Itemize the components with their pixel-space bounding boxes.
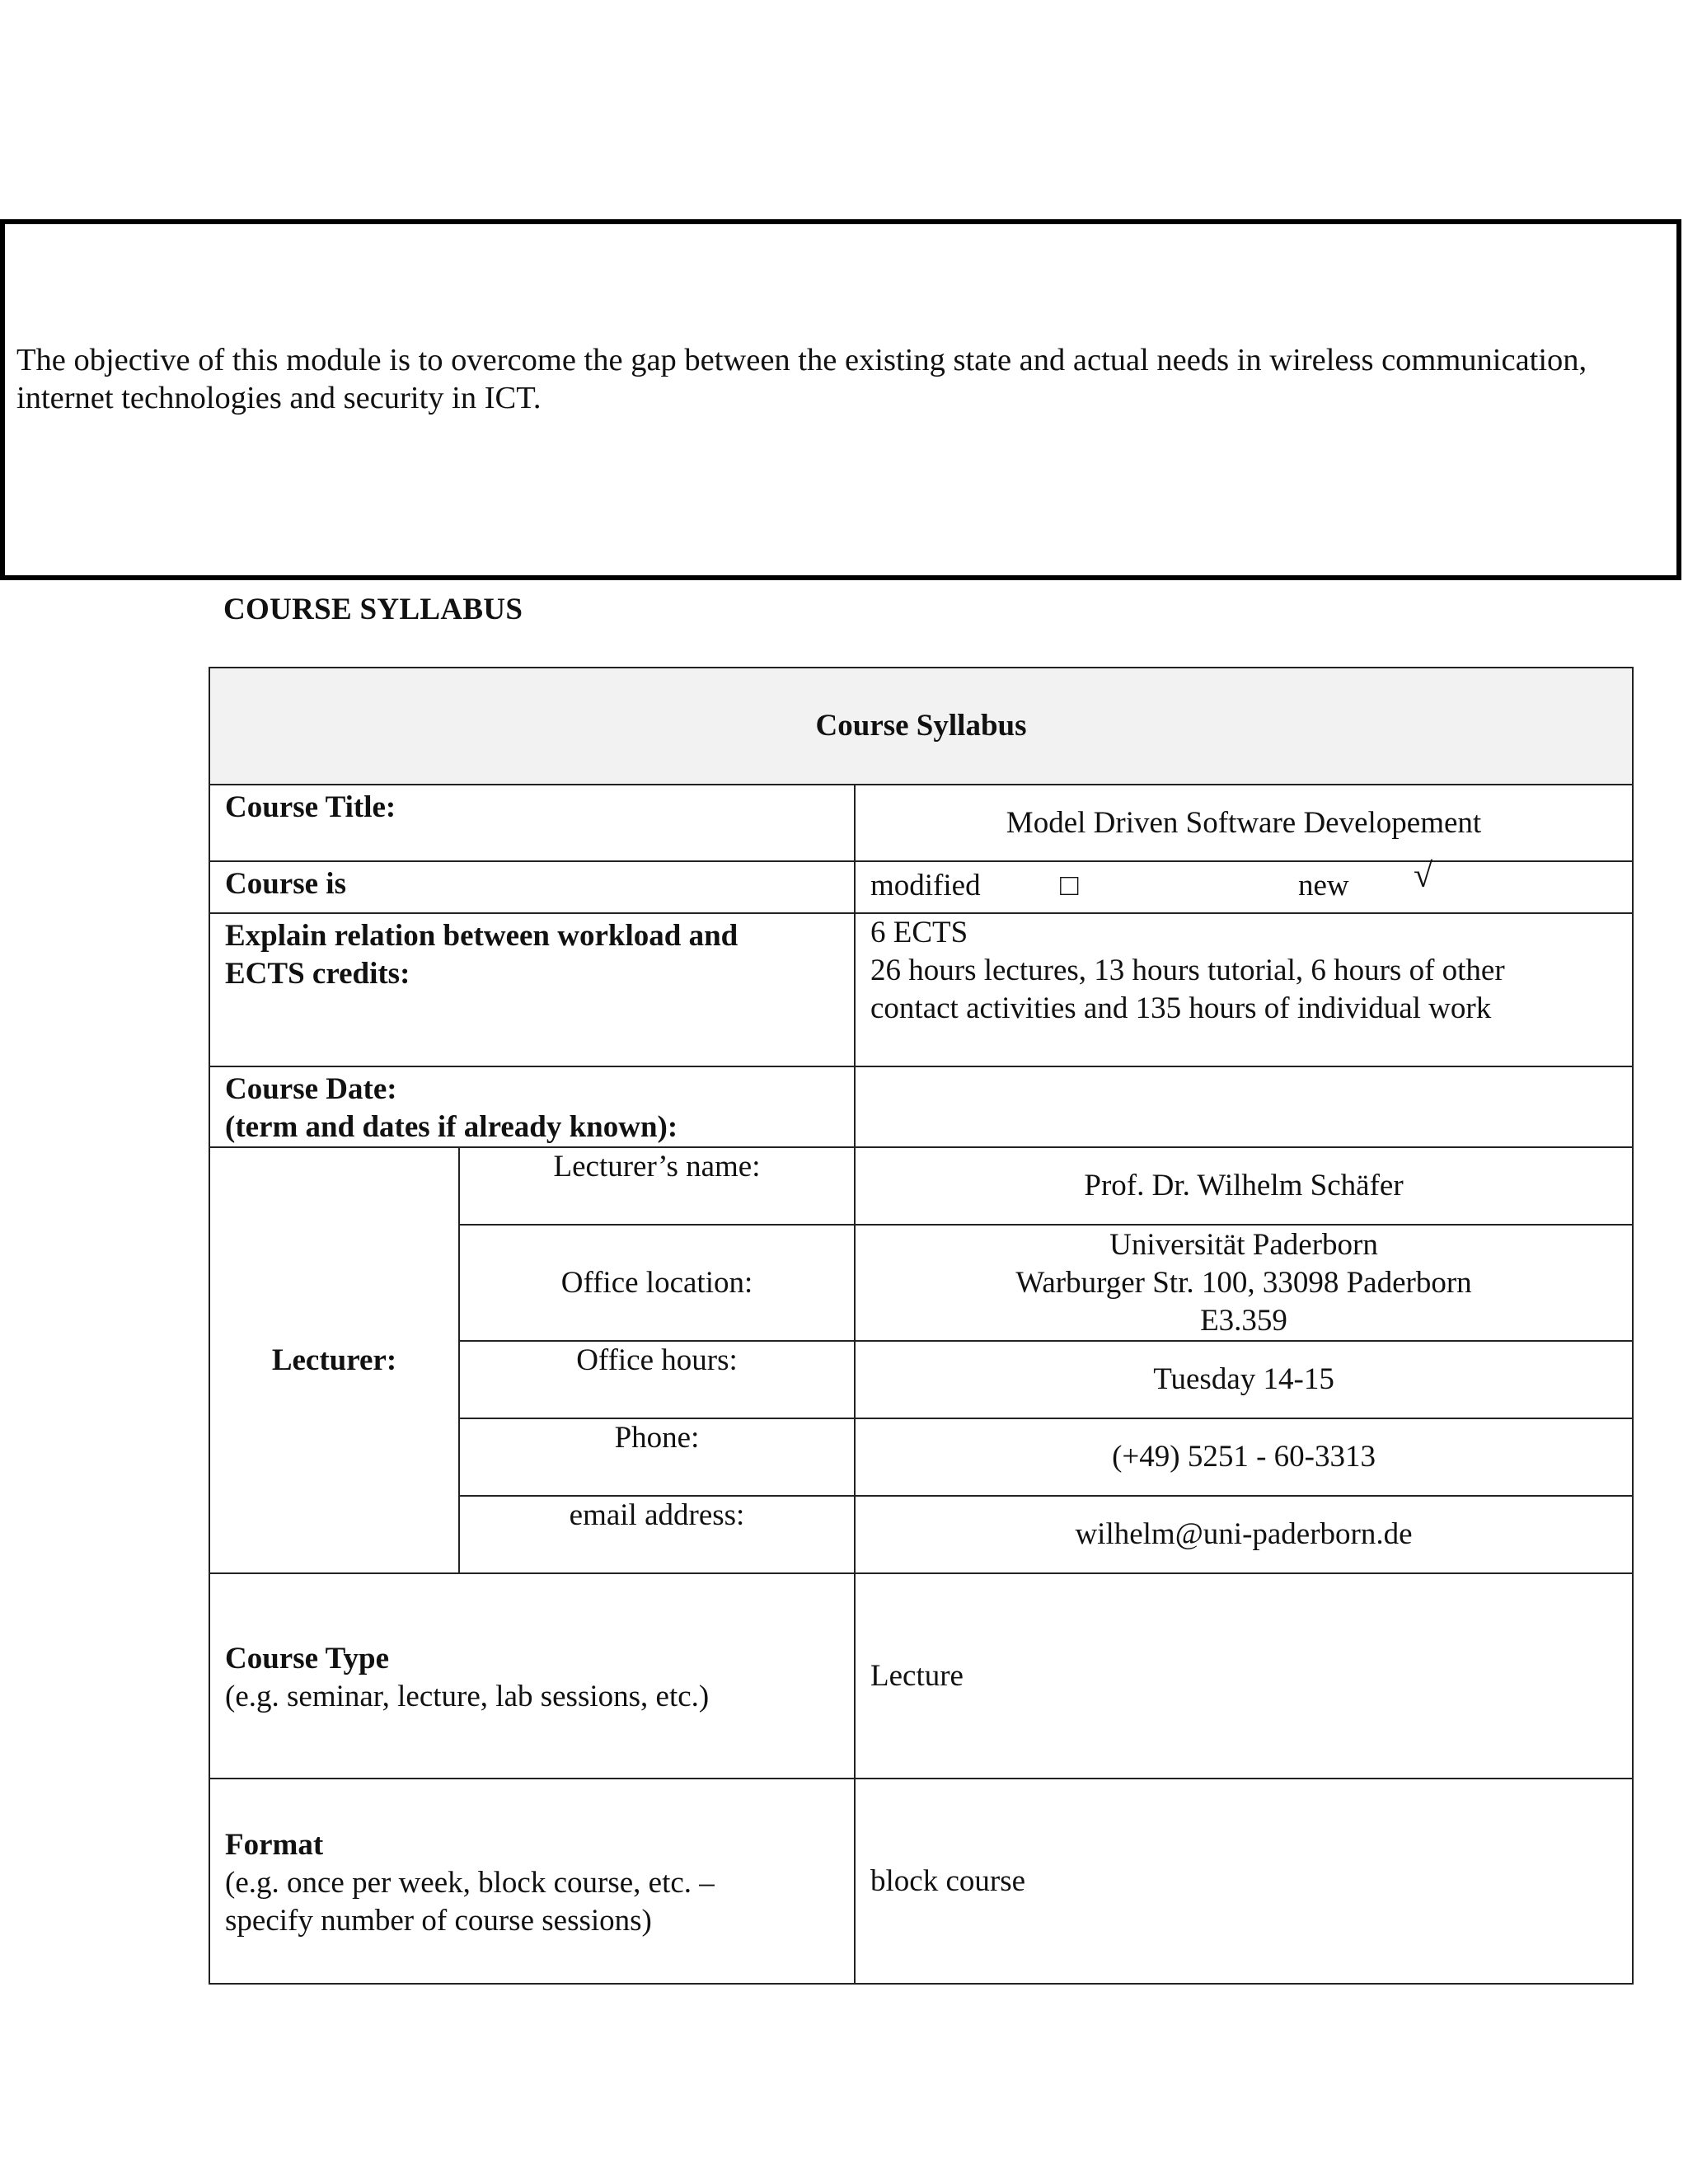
- format-hint-line1: (e.g. once per week, block course, etc. –: [225, 1865, 715, 1900]
- office-hours-value: Tuesday 14-15: [855, 1341, 1633, 1418]
- workload-ects: 6 ECTS: [870, 916, 968, 949]
- course-syllabus-table: [209, 667, 1634, 1985]
- office-hours-label: Office hours:: [459, 1341, 855, 1418]
- course-date-label-line1: Course Date:: [225, 1072, 397, 1106]
- workload-detail-line2: contact activities and 135 hours of individual work: [870, 991, 1492, 1025]
- format-row: [209, 1779, 1633, 1984]
- course-is-label: Course is: [209, 861, 855, 913]
- lecturer-label: Lecturer:: [209, 1147, 459, 1573]
- course-type-value: Lecture: [855, 1573, 1633, 1779]
- office-location-line2: Warburger Str. 100, 33098 Paderborn: [1015, 1265, 1472, 1300]
- lecturer-name-row: [209, 1147, 1633, 1225]
- email-label: email address:: [459, 1496, 855, 1573]
- objective-box: [0, 219, 1681, 580]
- syllabus-header: Course Syllabus: [209, 668, 1633, 785]
- section-heading: COURSE SYLLABUS: [223, 593, 523, 626]
- office-location-label: Office location:: [459, 1225, 855, 1341]
- lecturer-name-label: Lecturer’s name:: [459, 1147, 855, 1225]
- office-location-line3: E3.359: [1200, 1303, 1287, 1338]
- syllabus-header-row: [209, 668, 1633, 785]
- format-hint-line2: specify number of course sessions): [225, 1903, 652, 1938]
- format-title: Format: [225, 1827, 324, 1862]
- course-type-hint: (e.g. seminar, lecture, lab sessions, etc.): [225, 1679, 710, 1713]
- phone-value: (+49) 5251 - 60-3313: [855, 1418, 1633, 1496]
- course-date-label-line2: (term and dates if already known):: [225, 1110, 678, 1144]
- modified-option-label: modified: [870, 869, 981, 902]
- course-type-title: Course Type: [225, 1641, 390, 1675]
- workload-label-line2: ECTS credits:: [225, 957, 410, 991]
- course-title-row: [209, 785, 1633, 861]
- workload-detail-line1: 26 hours lectures, 13 hours tutorial, 6 hours of other: [870, 954, 1505, 987]
- course-is-row: [209, 861, 1633, 913]
- office-location-value: [855, 1225, 1633, 1341]
- objective-text: The objective of this module is to overcome the gap between the existing state and actual needs in wireless communication, internet technologies and security in ICT.: [16, 343, 1587, 415]
- course-date-row: [209, 1066, 1633, 1147]
- workload-label-line1: Explain relation between workload and: [225, 919, 738, 953]
- course-is-value: [855, 857, 1633, 913]
- new-option-label: new: [1298, 869, 1349, 902]
- format-label: [209, 1779, 855, 1984]
- email-value: wilhelm@uni-paderborn.de: [855, 1496, 1633, 1573]
- course-date-value: [855, 1066, 1633, 1147]
- phone-label: Phone:: [459, 1418, 855, 1496]
- modified-checkbox: □: [1060, 869, 1079, 902]
- workload-value: [855, 913, 1633, 1066]
- course-type-label: [209, 1573, 855, 1779]
- lecturer-name-value: Prof. Dr. Wilhelm Schäfer: [855, 1147, 1633, 1225]
- course-type-row: [209, 1573, 1633, 1779]
- course-title-label: Course Title:: [209, 785, 855, 861]
- format-value: block course: [855, 1779, 1633, 1984]
- course-date-label: [209, 1066, 855, 1147]
- office-location-line1: Universität Paderborn: [1109, 1227, 1378, 1262]
- workload-label: [209, 913, 855, 1066]
- workload-row: [209, 913, 1633, 1066]
- checkmark-icon: √: [1414, 857, 1433, 895]
- course-title-value: Model Driven Software Developement: [855, 785, 1633, 861]
